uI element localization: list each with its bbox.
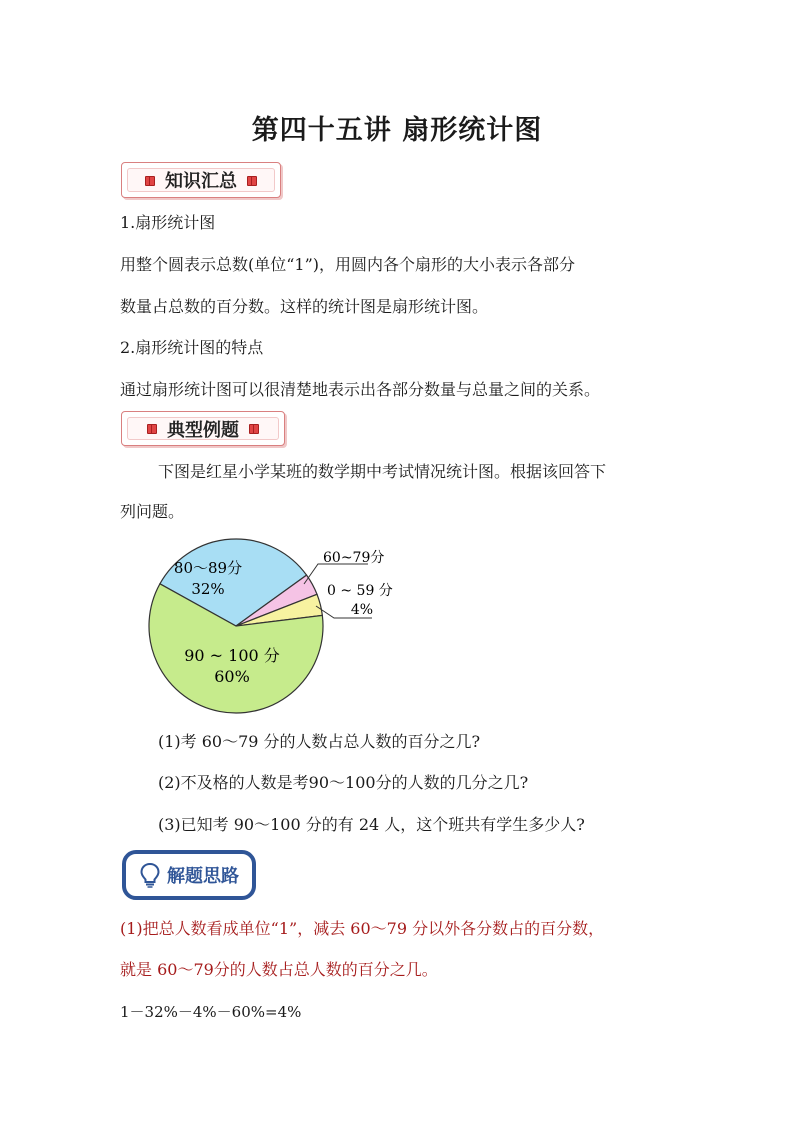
slice-value-0-59: 4% [350,602,374,618]
solution-line1: (1)把总人数看成单位“1”，减去 60～79 分以外各分数占的百分数， [120,919,605,938]
slice-label-90-100: 90 ~ 100 分 [184,646,280,665]
knowledge-item1-line2: 数量占总数的百分数。这样的统计图是扇形统计图。 [120,297,489,316]
knowledge-item1-title: 1.扇形统计图 [120,213,216,232]
lightbulb-icon [139,862,161,888]
slice-value-80-89: 32% [191,580,225,598]
question-3: (3)已知考 90～100 分的有 24 人，这个班共有学生多少人? [158,815,585,834]
knowledge-item1-line1: 用整个圆表示总数(单位“1”)，用圆内各个扇形的大小表示各部分 [120,255,576,274]
book-icon [147,424,157,433]
book-icon [249,424,259,433]
question-1: (1)考 60～79 分的人数占总人数的百分之几? [158,732,481,751]
hint-header [122,850,256,900]
slice-label-60-79: 60~79分 [323,550,385,566]
pie-chart [140,532,410,722]
solution-formula: 1－32%－4%－60%=4% [120,1003,302,1021]
slice-label-80-89: 80～89分 [173,559,243,577]
slice-label-0-59: 0 ~ 59 分 [327,583,393,599]
solution-line2: 就是 60～79分的人数占总人数的百分之几。 [120,960,438,979]
knowledge-item2-line1: 通过扇形统计图可以很清楚地表示出各部分数量与总量之间的关系。 [120,380,601,399]
section-header-knowledge [121,162,281,198]
example-intro-line1: 下图是红星小学某班的数学期中考试情况统计图。根据该回答下 [158,462,607,481]
book-icon [247,176,257,185]
section-header-example [121,411,285,446]
hint-label: 解题思路 [167,866,239,887]
example-intro-line2: 列问题。 [120,502,185,521]
question-2: (2)不及格的人数是考90～100分的人数的几分之几? [158,773,529,792]
slice-value-90-100: 60% [214,667,250,686]
knowledge-item2-title: 2.扇形统计图的特点 [120,338,264,357]
leader-line-60-79 [304,564,368,584]
page-title: 第四十五讲 扇形统计图 [251,115,543,146]
section-label: 典型例题 [167,419,239,441]
book-icon [145,176,155,185]
section-label: 知识汇总 [165,171,237,192]
